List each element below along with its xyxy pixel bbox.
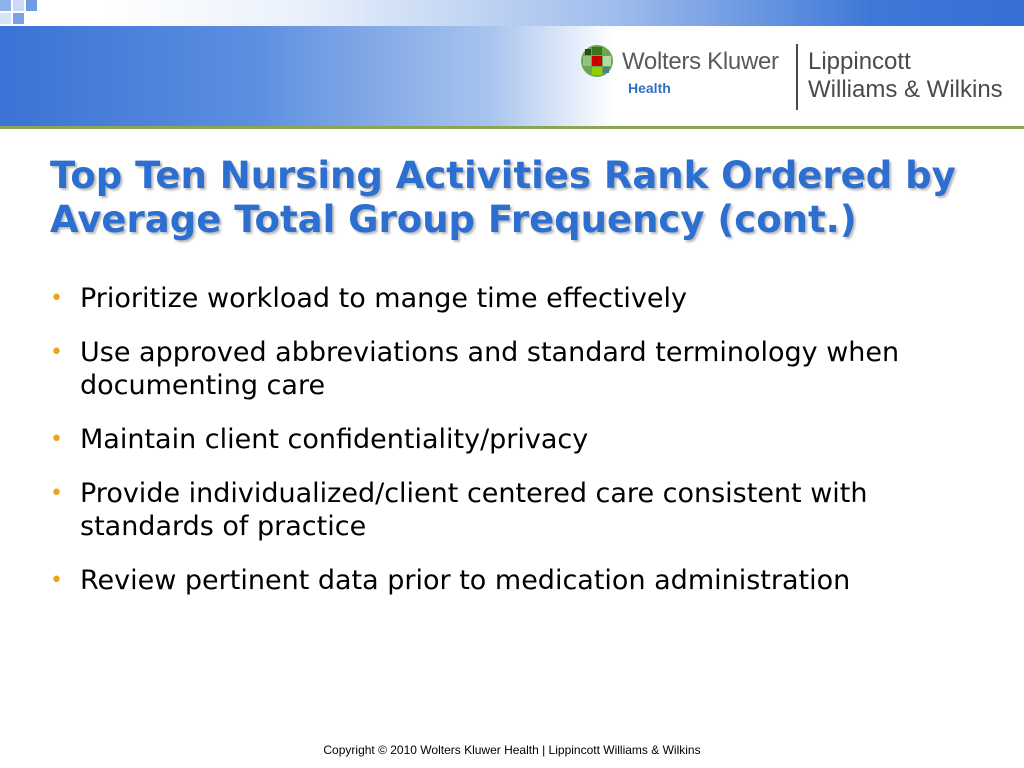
bullet-marker-icon: •: [50, 427, 63, 452]
bullet-marker-icon: •: [50, 481, 63, 506]
bullet-item: [50, 423, 1000, 456]
header-top-strip: [0, 0, 1024, 26]
company-logo: [580, 44, 1020, 114]
logo-brand-name: Wolters Kluwer: [622, 48, 779, 75]
bullet-text: Review pertinent data prior to medication administration: [80, 565, 851, 596]
decorative-squares: [0, 0, 70, 30]
header-divider-line: [0, 126, 1024, 129]
bullet-text: Prioritize workload to mange time effectively: [80, 283, 687, 314]
bullet-text: Maintain client confidentiality/privacy: [80, 424, 589, 455]
bullet-item: [50, 282, 1000, 315]
bullet-item: [50, 336, 1000, 402]
bullet-text: Provide individualized/client centered care consistent with standards of practice: [80, 478, 868, 542]
slide-title: Top Ten Nursing Activities Rank Ordered by Average Total Group Frequency (cont.): [50, 154, 956, 241]
bullet-item: [50, 564, 1000, 597]
bullet-text: Use approved abbreviations and standard terminology when documenting care: [80, 337, 900, 401]
logo-divider: [796, 44, 798, 110]
globe-logo-icon: [580, 44, 614, 78]
bullet-marker-icon: •: [50, 568, 63, 593]
bullet-marker-icon: •: [50, 286, 63, 311]
logo-partner-line2: Williams & Wilkins: [808, 76, 1003, 103]
bullet-marker-icon: •: [50, 340, 63, 365]
bullet-item: [50, 477, 1000, 543]
logo-partner-line1: Lippincott: [808, 48, 911, 75]
copyright-footer: Copyright © 2010 Wolters Kluwer Health | Lippincott Williams & Wilkins: [323, 743, 701, 757]
bullet-list: [50, 282, 1000, 618]
logo-division: Health: [628, 80, 671, 96]
